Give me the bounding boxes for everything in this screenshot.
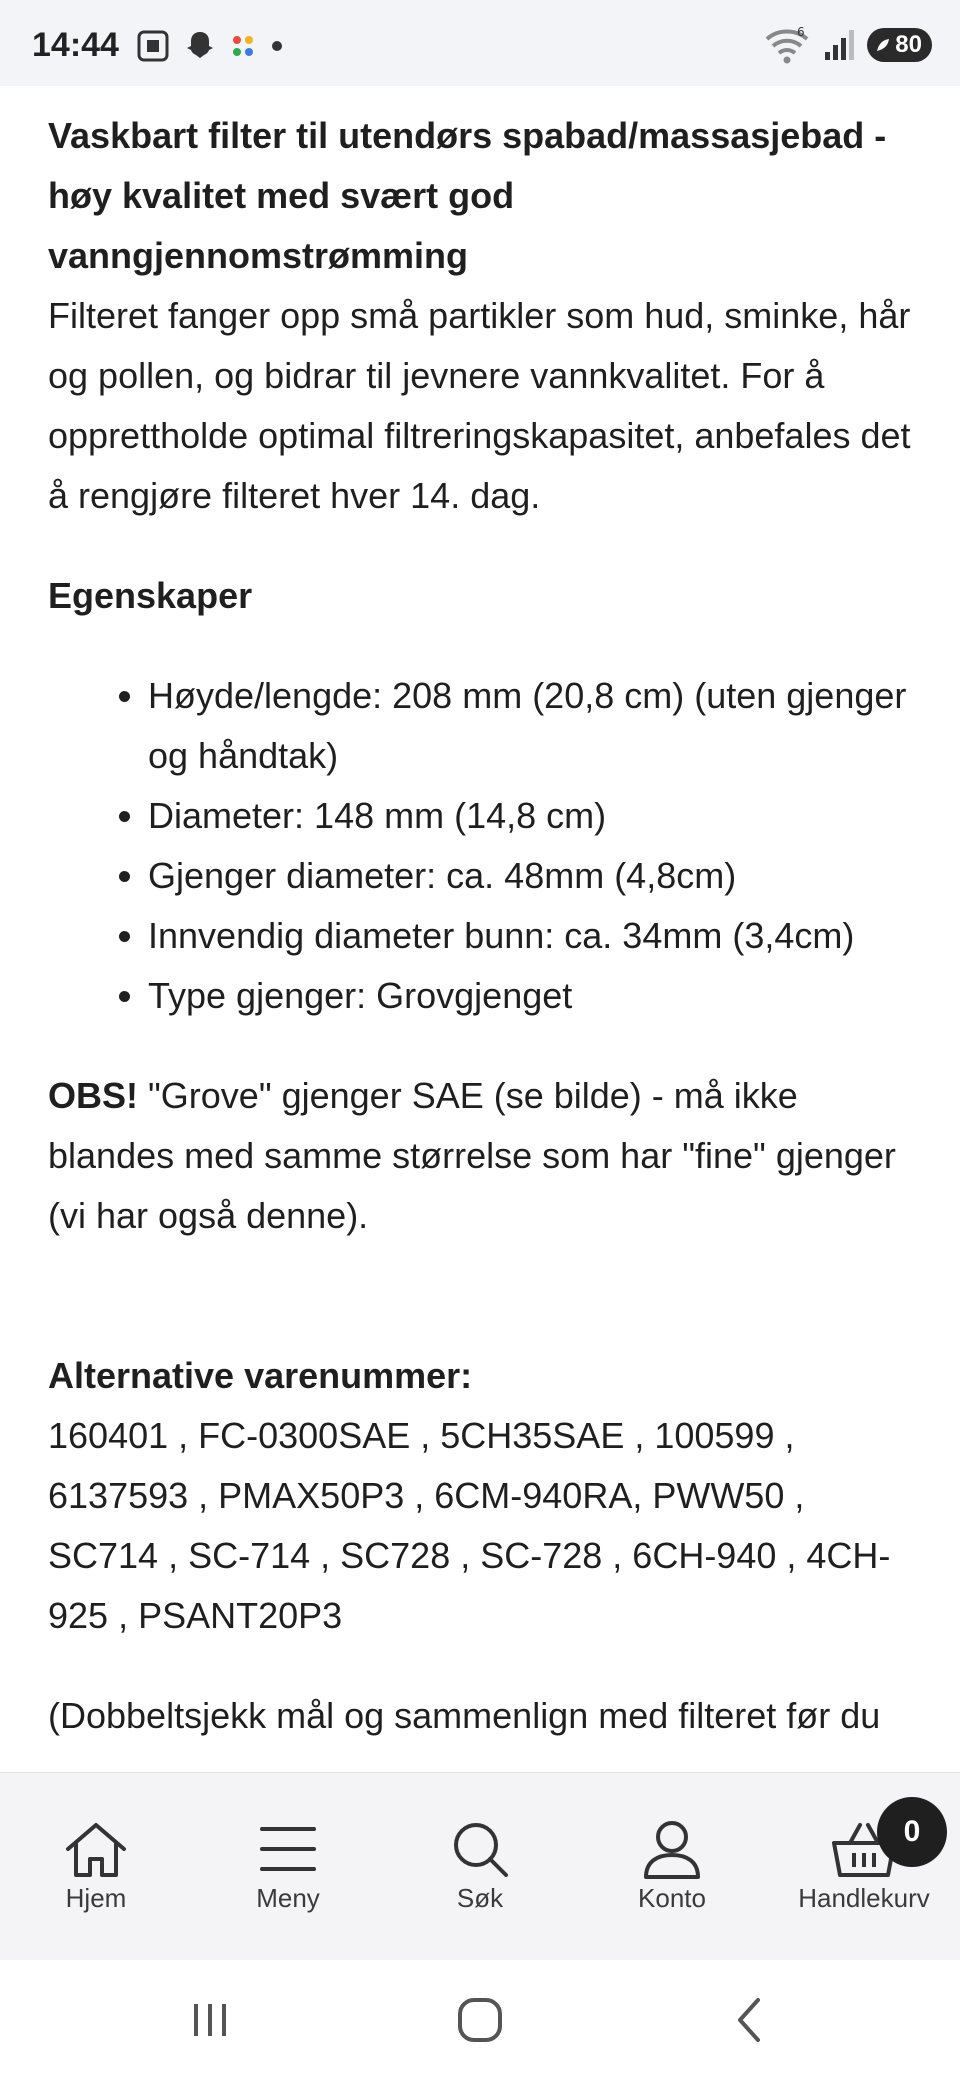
obs-note (48, 1066, 918, 1246)
battery-saver-icon (875, 37, 891, 53)
menu-icon (252, 1817, 324, 1881)
nav-label: Søk (456, 1883, 504, 1913)
bottom-nav (0, 1772, 960, 1961)
screenshot-icon (136, 29, 170, 63)
nav-label: Meny (256, 1883, 320, 1913)
nav-menu[interactable] (203, 1773, 373, 1961)
status-notification-icons (136, 26, 284, 66)
nav-label: Konto (638, 1883, 706, 1913)
system-nav (0, 1960, 960, 2080)
alt-numbers-list: 160401 , FC-0300SAE , 5CH35SAE , 100599 , 6137593 , PMAX50P3 , 6CM-940RA, PWW50 , SC714 , SC-714 , SC728 , SC-728 , 6CH-940 , 4CH-925 , PSANT20P3 (48, 1415, 891, 1636)
product-description-text: Filteret fanger opp små partikler som hud, sminke, hår og pollen, og bidrar til jevnere vannkvalitet. For å opprettholde optimal filtreringskapasitet, anbefales det å rengjøre filteret hver 14. dag. (48, 295, 911, 516)
wifi-icon (763, 25, 811, 65)
features-list (48, 666, 918, 1026)
app-dots-icon (230, 33, 256, 59)
alt-numbers-title: Alternative varenummer: (48, 1355, 473, 1396)
cart-count-badge: 0 (877, 1797, 947, 1867)
nav-home[interactable] (11, 1773, 181, 1961)
nav-label: Hjem (65, 1883, 127, 1913)
nav-cart[interactable] (779, 1773, 949, 1961)
feature-item: • Gjenger diameter: ca. 48mm (4,8cm) (148, 846, 918, 906)
feature-item: • Type gjenger: Grovgjenget (148, 966, 918, 1026)
status-bar (0, 0, 960, 86)
feature-item: • Diameter: 148 mm (14,8 cm) (148, 786, 918, 846)
recent-apps-icon[interactable] (180, 1990, 240, 2050)
features-title: Egenskaper (48, 575, 253, 616)
obs-text: "Grove" gjenger SAE (se bilde) - må ikke blandes med samme størrelse som har "fine" gjenger (vi har også denne). (48, 1075, 896, 1236)
home-icon (60, 1817, 132, 1881)
feature-item: • Høyde/lengde: 208 mm (20,8 cm) (uten gjenger og håndtak) (148, 666, 918, 786)
nav-account[interactable] (587, 1773, 757, 1961)
search-icon (444, 1817, 516, 1881)
status-time: 14:44 (32, 26, 119, 64)
status-system-icons (763, 24, 932, 66)
nav-search[interactable] (395, 1773, 565, 1961)
snapchat-icon (184, 29, 216, 63)
battery-indicator (867, 28, 932, 62)
product-description (48, 106, 918, 1806)
signal-icon (823, 28, 855, 62)
nav-label: Handlekurv (798, 1883, 930, 1913)
wifi-badge: 6 (797, 25, 805, 39)
account-icon (636, 1817, 708, 1881)
back-icon[interactable] (720, 1990, 780, 2050)
dot-icon (270, 39, 284, 53)
obs-label: OBS! (48, 1075, 138, 1116)
battery-level: 80 (895, 31, 922, 58)
feature-item: • Innvendig diameter bunn: ca. 34mm (3,4cm) (148, 906, 918, 966)
home-circle-icon[interactable] (450, 1990, 510, 2050)
product-heading: Vaskbart filter til utendørs spabad/massasjebad - høy kvalitet med svært god vanngjennomstrømming (48, 115, 887, 276)
partial-text: (Dobbeltsjekk mål og sammenlign med filteret før du (48, 1695, 881, 1736)
